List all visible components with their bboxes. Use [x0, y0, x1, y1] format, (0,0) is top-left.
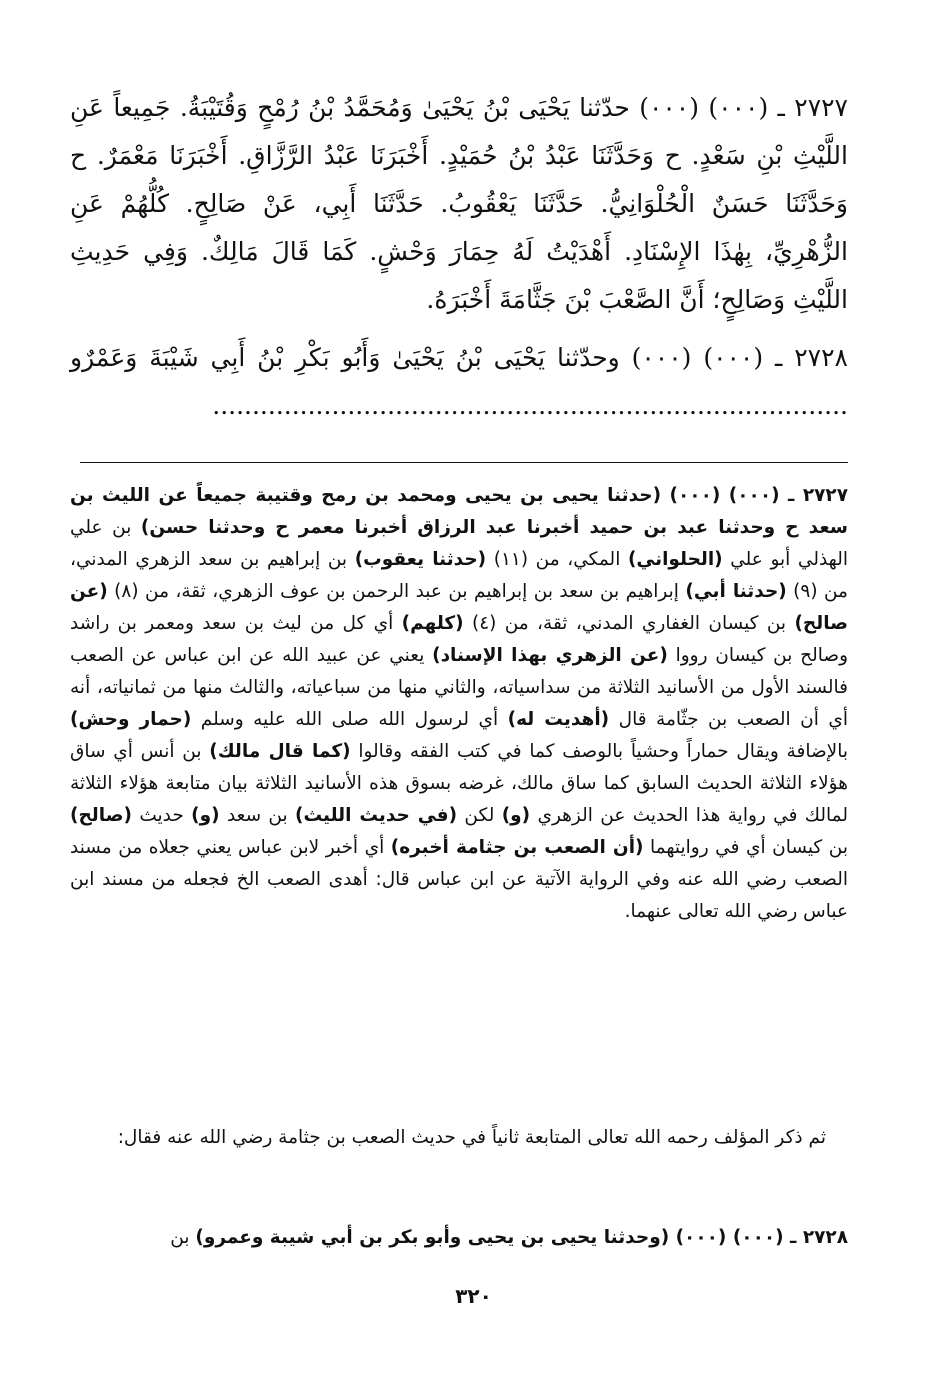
commentary-bold: ٢٧٢٨ ـ (٠٠٠) (٠٠٠) (وحدثنا يحيى بن يحيى وأبو بكر بن أبي شيبة وعمرو)	[195, 1227, 848, 1248]
commentary-text: بالإضافة ويقال حماراً وحشياً بالوصف كما في كتب الفقه وقالوا	[350, 741, 848, 762]
commentary-bold: (الحلواني)	[627, 549, 723, 570]
commentary-bold: (في حديث الليث)	[295, 805, 458, 826]
commentary-text: حديث	[132, 805, 192, 826]
commentary-text: المكي، من (١١)	[486, 549, 628, 570]
commentary-text: يعني عن عبيد الله عن ابن عباس عن الصعب فالسند الأول من الأسانيد الثلاثة من سداسياته، والثاني منها من سباعياته، والثالث منها من ثمانياته، أنه أي أن الصعب بن جثّامة قال	[70, 645, 848, 730]
commentary-text: أي كل من ليث بن سعد ومعمر بن راشد وصالح بن كيسان رووا	[70, 613, 848, 666]
page-number: ٣٢٠	[455, 1284, 492, 1308]
commentary-text: بن كيسان أي في روايتهما	[643, 837, 849, 858]
commentary-text: أي لرسول الله صلى الله عليه وسلم	[191, 709, 508, 730]
commentary-text: إبراهيم بن سعد بن إبراهيم بن عبد الرحمن بن عوف الزهري، ثقة، من (٨)	[107, 581, 686, 602]
commentary-bold: (عن صالح)	[70, 581, 849, 634]
commentary-bold: (حمار وحش)	[70, 709, 192, 730]
hadith-2728-text	[70, 334, 848, 430]
commentary-text: بن سعد	[219, 805, 295, 826]
commentary-transition: ثم ذكر المؤلف رحمه الله تعالى المتابعة ثانياً في حديث الصعب بن جثامة رضي الله عنه فقال:	[117, 1127, 826, 1148]
footnote-separator	[80, 462, 848, 463]
commentary-bold: (كما قال مالك)	[209, 741, 351, 762]
commentary-bold: (و)	[501, 805, 531, 826]
commentary-bold: (كلهم)	[401, 613, 464, 634]
commentary-text: بن كيسان الغفاري المدني، ثقة، من (٤)	[463, 613, 795, 634]
commentary-2727	[70, 480, 848, 928]
commentary-bold: ٢٧٢٧ ـ (٠٠٠) (٠٠٠) (حدثنا يحيى بن يحيى ومحمد بن رمح وقتيبة جميعاً عن الليث بن سعد ح وحدثنا عبد بن حميد أخبرنا عبد الرزاق أخبرنا معمر ح وحدثنا حسن)	[70, 485, 848, 538]
hadith-2728-chain: ٢٧٢٨ ـ (٠٠٠) (٠٠٠) وحدّثنا يَحْيَى بْنُ يَحْيَىٰ وَأَبُو بَكْرِ بْنُ أَبِي شَيْبَةَ وَعَمْرٌو	[70, 343, 848, 372]
commentary-text: أي أخبر لابن عباس يعني جعلاه من مسند الصعب رضي الله عنه وفي الرواية الآتية عن ابن عباس قال: أهدى الصعب الخ فجعله من مسند ابن عباس رضي الله تعالى عنهما.	[70, 837, 848, 922]
commentary-bold: (صالح)	[70, 805, 133, 826]
commentary-bold: (و)	[191, 805, 220, 826]
commentary-text: بن علي الهذلي أبو علي	[70, 517, 848, 570]
commentary-bold: (حدثنا يعقوب)	[354, 549, 487, 570]
commentary-bold: (عن الزهري بهذا الإسناد)	[432, 645, 668, 666]
commentary-bold: (أهديت له)	[507, 709, 610, 730]
commentary-text: بن أنس أي ساق هؤلاء الثلاثة الحديث السابق كما ساق مالك، غرضه بسوق هذه الأسانيد الثلاثة بيان متابعة هؤلاء الثلاثة لمالك في رواية هذا الحديث عن الزهري	[70, 741, 848, 826]
hadith-2727-text: ٢٧٢٧ ـ (٠٠٠) (٠٠٠) حدّثنا يَحْيَى بْنُ يَحْيَىٰ وَمُحَمَّدُ بْنُ رُمْحٍ وَقُتَيْبَةُ. جَمِيعاً عَنِ اللَّيْثِ بْنِ سَعْدٍ. ح وَحَدَّثَنَا عَبْدُ بْنُ حُمَيْدٍ. أَخْبَرَنَا عَبْدُ الرَّزَّاقِ. أَخْبَرَنَا مَعْمَرٌ. ح وَحَدَّثَنَا حَسَنٌ الْحُلْوَانِيُّ. حَدَّثَنَا يَعْقُوبُ. حَدَّثَنَا أَبِي، عَنْ صَالِحٍ. كُلُّهُمْ عَنِ الزُّهْرِيِّ، بِهٰذَا الإِسْنَادِ. أَهْدَيْتُ لَهُ حِمَارَ وَحْشٍ. كَمَا قَالَ مَالِكٌ. وَفِي حَدِيثِ اللَّيْثِ وَصَالِحٍ؛ أَنَّ الصَّعْبَ بْنَ جَثَّامَةَ أَخْبَرَهُ.	[70, 93, 848, 314]
commentary-text: بن إبراهيم بن سعد الزهري المدني، من (٩)	[70, 549, 848, 602]
commentary-bold: (أن الصعب بن جثامة أخبره)	[390, 837, 644, 858]
commentary-text: لكن	[457, 805, 502, 826]
commentary-2728	[70, 1222, 848, 1254]
commentary-bold: (حدثنا أبي)	[685, 581, 787, 602]
commentary-text: بن	[170, 1227, 196, 1248]
ellipsis-dots: ................................................................................	[212, 391, 848, 420]
